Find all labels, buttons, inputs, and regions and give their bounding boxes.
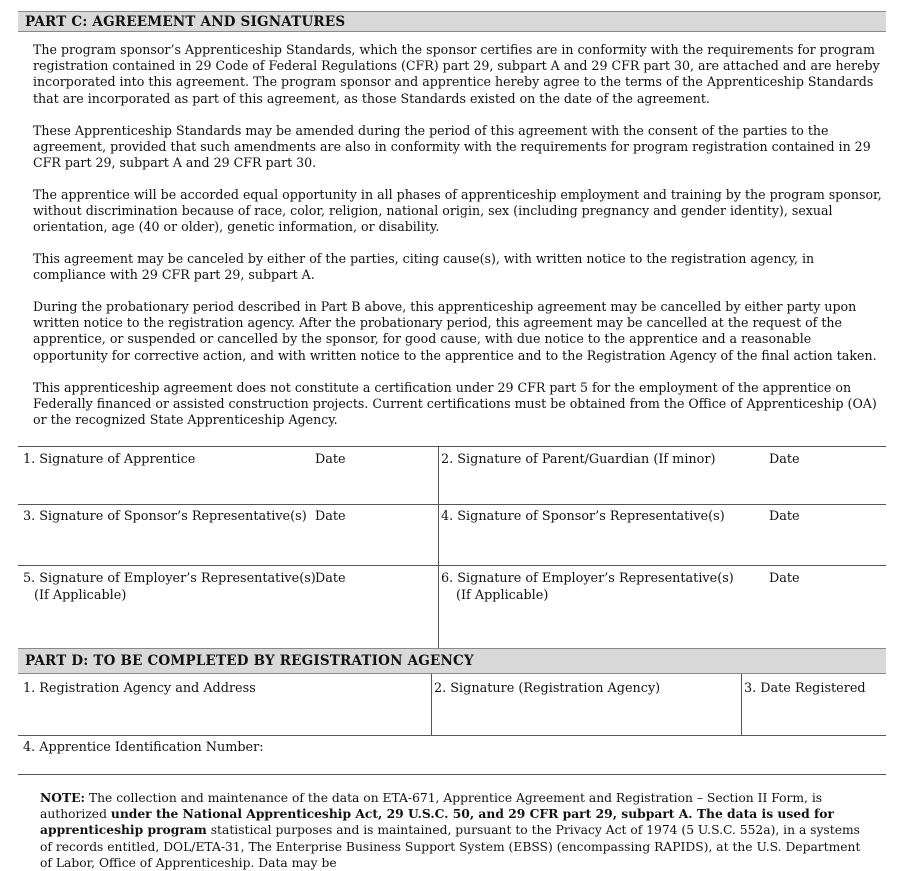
paragraph-certification: This apprenticeship agreement does not constitute a certification under 29 CFR part 5 for the employment of the apprentice on Federally financed or assisted construction projects. Current certifications must be obtained from the Office of Apprenticeship (OA) or the recognized State Apprenticeship Agency.: [33, 380, 877, 428]
note-text: statistical purposes and is maintained, pursuant to the Privacy Act of 1974 (5 U.S.C. 552a), in a systems of records entitled, DOL/ETA-31, The Enterprise Business Support System (EBSS) (encompassing RAPIDS), at the U.S. Department of Labor, Office of Apprenticeship. Data may be: [40, 823, 861, 870]
apprentice-id-field[interactable]: [23, 739, 264, 756]
part-d-heading: PART D: TO BE COMPLETED BY REGISTRATION AGENCY: [18, 648, 886, 674]
registration-agency-signature-field[interactable]: [434, 680, 660, 697]
privacy-note: [40, 790, 870, 871]
signature-label: 6. Signature of Employer’s Representative(s): [441, 571, 734, 586]
signature-date-label: Date: [315, 571, 346, 586]
paragraph-probationary: During the probationary period described in Part B above, this apprenticeship agreement may be cancelled by either party upon written notice to the registration agency. After the probationary period, this agreement may be cancelled at the request of the apprentice, or suspended or cancelled by the sponsor, for good cause, with due notice to the apprentice and a reasonable opportunity for corrective action, and with written notice to the apprentice and to the Registration Agency of the final action taken.: [33, 299, 877, 363]
signature-date-label: Date: [315, 509, 346, 524]
signature-label: 3. Signature of Sponsor’s Representative(s): [23, 509, 307, 524]
signature-sublabel: (If Applicable): [456, 588, 549, 603]
paragraph-equal-opportunity: The apprentice will be accorded equal opportunity in all phases of apprenticeship employment and training by the program sponsor, without discrimination because of race, color, religion, national origin, sex (including pregnancy and gender identity), sexual orientation, age (40 or older), genetic information, or disability.: [33, 187, 882, 235]
field-label: 4. Apprentice Identification Number:: [23, 740, 264, 755]
signature-grid-divider: [438, 446, 439, 648]
registration-agency-address-field[interactable]: [23, 680, 256, 697]
signature-label: 1. Signature of Apprentice: [23, 452, 196, 467]
signature-date-label: Date: [769, 452, 800, 467]
signature-sponsor-rep-2-field[interactable]: [441, 508, 725, 525]
field-label: 3. Date Registered: [744, 681, 866, 696]
signature-parent-guardian-field[interactable]: [441, 451, 715, 468]
signature-grid-top-rule: [18, 446, 886, 447]
field-label: 1. Registration Agency and Address: [23, 681, 256, 696]
part-d-rule: [18, 735, 886, 736]
signature-date-label: Date: [769, 509, 800, 524]
paragraph-standards: The program sponsor’s Apprenticeship Standards, which the sponsor certifies are in conformity with the requirements for program registration contained in 29 Code of Federal Regulations (CFR) part 29, subpart A and 29 CFR part 30, are attached and are hereby incorporated into this agreement. The program sponsor and apprentice hereby agree to the terms of the Apprenticeship Standards that are incorporated as part of this agreement, as those Standards existed on the date of the agreement.: [33, 42, 880, 106]
paragraph-amendments: These Apprenticeship Standards may be amended during the period of this agreement with the consent of the parties to the agreement, provided that such amendments are also in conformity with the requirements for program registration contained in 29 CFR part 29, subpart A and 29 CFR part 30.: [33, 123, 871, 171]
signature-sublabel: (If Applicable): [34, 588, 127, 603]
signature-sponsor-rep-field[interactable]: [23, 508, 307, 525]
part-d-divider: [741, 674, 742, 736]
signature-employer-rep-field[interactable]: [23, 570, 316, 604]
signature-label: 4. Signature of Sponsor’s Representative(s): [441, 509, 725, 524]
date-registered-field[interactable]: [744, 680, 866, 697]
paragraph-cancellation: This agreement may be canceled by either of the parties, citing cause(s), with written notice to the registration agency, in compliance with 29 CFR part 29, subpart A.: [33, 251, 815, 283]
part-d-rule: [18, 774, 886, 775]
field-label: 2. Signature (Registration Agency): [434, 681, 661, 696]
signature-label: 2. Signature of Parent/Guardian (If minor): [441, 452, 716, 467]
part-d-divider: [431, 674, 432, 736]
signature-apprentice-field[interactable]: [23, 451, 195, 468]
note-lead: NOTE:: [40, 790, 86, 805]
part-c-heading: PART C: AGREEMENT AND SIGNATURES: [18, 11, 886, 32]
signature-grid-rule: [18, 504, 886, 505]
signature-employer-rep-2-field[interactable]: [441, 570, 734, 604]
note-bold-text: under the National Apprenticeship Act, 29 U.S.C. 50, and 29 CFR part 29, subpart A. The data is used for apprenticeship program: [40, 806, 834, 838]
signature-date-label: Date: [769, 571, 800, 586]
signature-label: 5. Signature of Employer’s Representative(s): [23, 571, 316, 586]
note-text: The collection and maintenance of the data on ETA-671, Apprentice Agreement and Registration – Section II Form, is authorized: [40, 791, 823, 822]
signature-date-label: Date: [315, 452, 346, 467]
signature-grid-rule: [18, 565, 886, 566]
